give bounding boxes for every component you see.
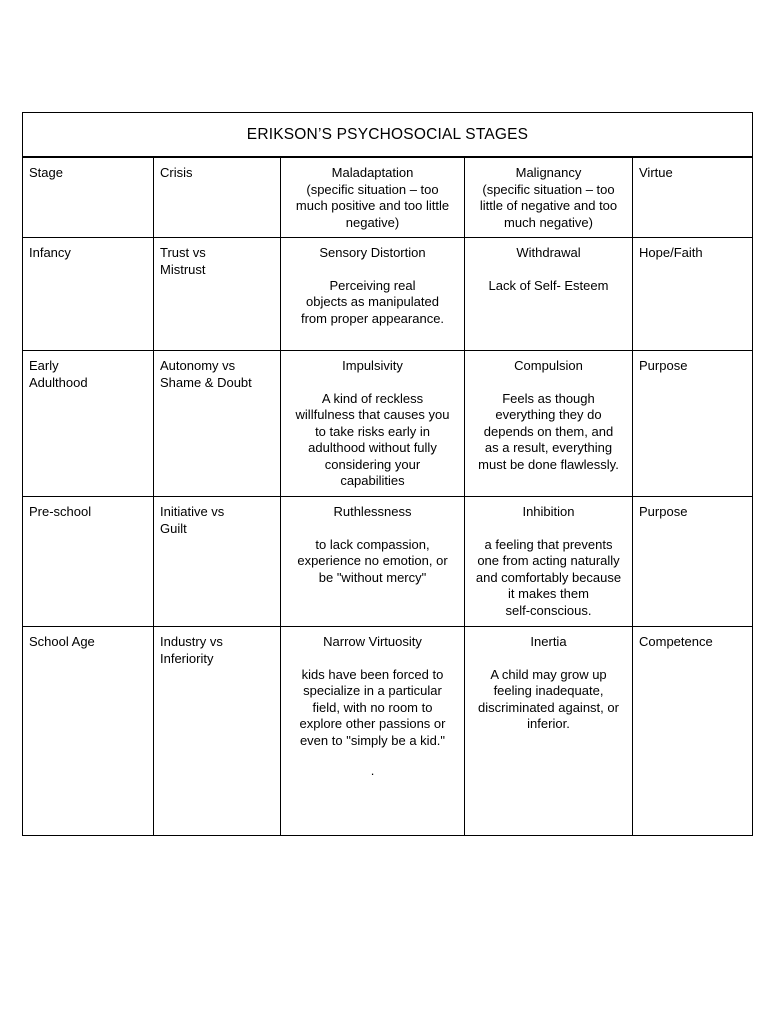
crisis-cell [153,238,280,350]
description-line: objects as manipulated [306,294,439,309]
stage-cell [23,238,153,350]
virtue-cell: Purpose [632,351,754,496]
maladaptation-name: Impulsivity [342,358,403,373]
malignancy-name: Inertia [530,634,567,649]
erikson-table [22,112,753,836]
description-line: depends on them, and [483,423,614,439]
table-row [23,497,752,627]
maladaptation-description [289,278,456,328]
description-line: kids have been forced to [301,666,444,682]
maladaptation-description [289,667,456,750]
header-crisis: Crisis [153,158,280,237]
description-line: Perceiving real [329,277,416,293]
stage-cell [23,497,153,626]
description-line: Lack of Self- Esteem [488,277,609,293]
description-line: inferior. [527,716,570,731]
crisis-cell [153,351,280,496]
stage-line: Pre-school [29,504,92,519]
table-title: ERIKSON’S PSYCHOSOCIAL STAGES [23,113,752,158]
description-line: be "without mercy" [318,569,427,585]
maladaptation-cell [280,497,464,626]
header-malignancy-line: Malignancy [515,165,582,180]
stage-line: Infancy [29,245,71,260]
crisis-line: Autonomy vs [160,358,236,373]
header-maladaptation [280,158,464,237]
description-line: a feeling that prevents [484,536,613,552]
description-line: must be done flawlessly. [478,456,619,472]
table-row [23,351,752,497]
crisis-line: Shame & Doubt [160,374,252,390]
description-line: feeling inadequate, [493,683,604,698]
crisis-line: Guilt [160,520,187,536]
description-line: specialize in a particular [303,683,442,698]
table-body [23,158,752,835]
header-virtue: Virtue [632,158,754,237]
maladaptation-cell [280,351,464,496]
header-malignancy [464,158,632,237]
maladaptation-name: Ruthlessness [333,504,412,519]
crisis-line: Inferiority [160,650,214,666]
stage-cell [23,627,153,835]
maladaptation-cell [280,627,464,835]
description-line: A kind of reckless [321,390,424,406]
malignancy-name: Withdrawal [516,245,581,260]
header-maladaptation-line: much positive and too little [295,198,450,213]
table-row [23,627,752,835]
virtue-cell: Hope/Faith [632,238,754,350]
malignancy-name: Compulsion [514,358,583,373]
virtue-cell: Purpose [632,497,754,626]
description-line: from proper appearance. [300,310,445,326]
malignancy-cell [464,627,632,835]
stage-line: Adulthood [29,374,88,390]
malignancy-description [472,278,625,295]
description-line: to lack compassion, [315,536,430,552]
malignancy-name: Inhibition [522,504,575,519]
header-maladaptation-line: negative) [345,214,400,230]
maladaptation-name: Narrow Virtuosity [323,634,422,649]
malignancy-description [472,537,625,620]
description-line: willfulness that causes you [295,407,450,422]
malignancy-cell [464,497,632,626]
virtue-cell: Competence [632,627,754,835]
table-row [23,238,752,351]
description-line: one from acting naturally [477,553,620,568]
stage-line: School Age [29,634,95,649]
description-line: even to "simply be a kid." [299,732,446,748]
crisis-line: Trust vs [160,245,206,260]
crisis-line: Industry vs [160,634,223,649]
description-line: explore other passions or [299,716,446,731]
header-maladaptation-line: (specific situation – too [306,181,439,197]
malignancy-cell [464,238,632,350]
header-row [23,158,752,238]
description-line: and comfortably because [475,569,622,585]
crisis-cell [153,497,280,626]
header-stage: Stage [29,165,63,180]
maladaptation-description [289,537,456,587]
description-line: it makes them [508,586,589,601]
description-line: considering your [324,456,421,472]
malignancy-cell [464,351,632,496]
description-line: Feels as though [502,390,595,406]
description-line: adulthood without fully [308,440,437,455]
crisis-line: Mistrust [160,261,206,277]
description-line: to take risks early in [315,423,430,439]
crisis-cell [153,627,280,835]
malignancy-description [472,391,625,474]
description-line: self-conscious. [505,602,592,618]
stage-line: Early [29,358,59,373]
trailing-period: . [370,763,375,778]
description-line: field, with no room to [312,699,433,715]
malignancy-description [472,667,625,733]
maladaptation-name: Sensory Distortion [319,245,426,260]
description-line: capabilities [340,473,405,488]
description-line: experience no emotion, or [297,553,448,568]
crisis-line: Initiative vs [160,504,225,519]
description-line: everything they do [495,407,602,422]
maladaptation-cell [280,238,464,350]
maladaptation-description [289,391,456,490]
header-malignancy-line: little of negative and too [479,198,618,213]
header-malignancy-line: much negative) [504,214,593,230]
description-line: as a result, everything [484,440,613,455]
header-maladaptation-line: Maladaptation [331,165,414,180]
header-malignancy-line: (specific situation – too [482,181,615,197]
description-line: discriminated against, or [478,699,619,715]
stage-cell [23,351,153,496]
description-line: A child may grow up [490,666,607,682]
